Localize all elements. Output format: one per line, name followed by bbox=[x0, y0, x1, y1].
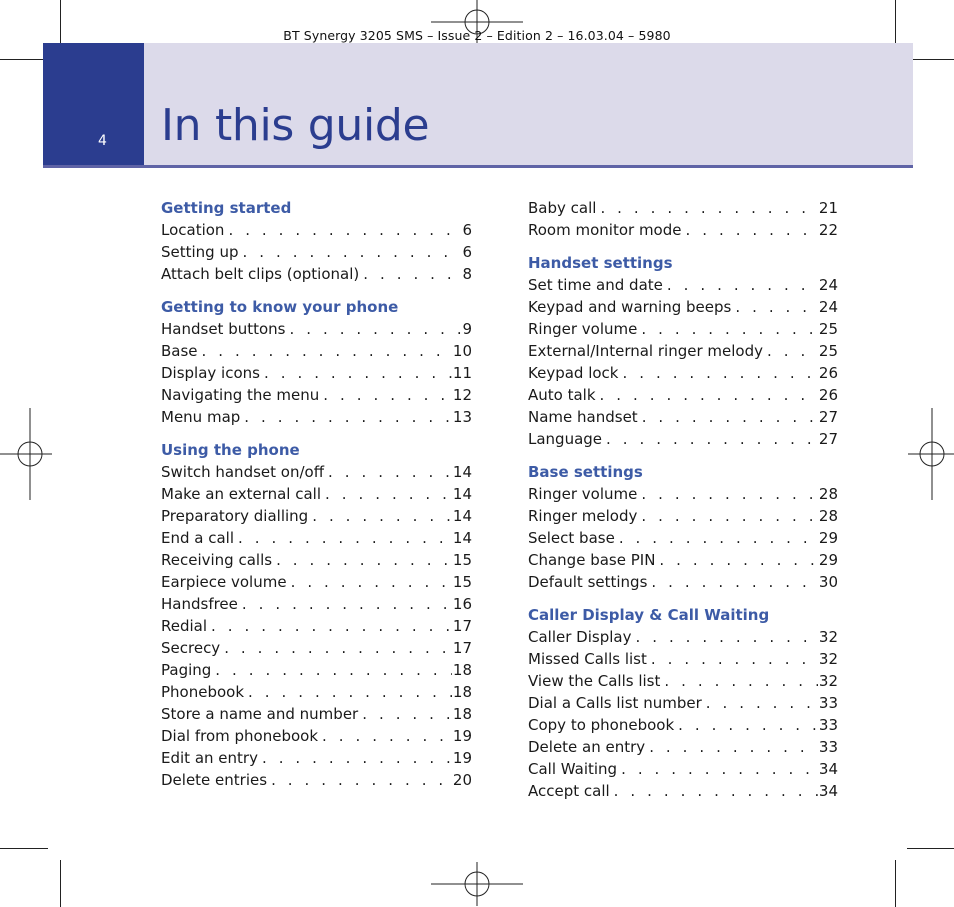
toc-entry-page: 14 bbox=[452, 529, 472, 547]
toc-entry[interactable] bbox=[161, 703, 472, 725]
toc-entry-label: Make an external call bbox=[161, 485, 322, 503]
dot-leader bbox=[685, 219, 817, 241]
toc-entry[interactable] bbox=[161, 593, 472, 615]
toc-entry[interactable] bbox=[161, 659, 472, 681]
toc-entry[interactable] bbox=[528, 549, 838, 571]
toc-entry-page: 10 bbox=[452, 342, 472, 360]
toc-entry-page: 32 bbox=[818, 650, 838, 668]
toc-entry[interactable] bbox=[161, 362, 472, 384]
toc-section bbox=[161, 296, 472, 428]
toc-entry-label: Preparatory dialling bbox=[161, 507, 309, 525]
toc-section-heading: Base settings bbox=[528, 463, 643, 481]
toc-entry-label: Setting up bbox=[161, 243, 239, 261]
dot-leader bbox=[276, 549, 452, 571]
toc-entry[interactable] bbox=[528, 505, 838, 527]
toc-entry-page: 33 bbox=[818, 694, 838, 712]
dot-leader bbox=[242, 593, 452, 615]
toc-entry-page: 6 bbox=[462, 243, 472, 261]
toc-entry[interactable] bbox=[161, 637, 472, 659]
toc-entry-label: Language bbox=[528, 430, 603, 448]
toc-entry-page: 6 bbox=[462, 221, 472, 239]
toc-entry-page: 14 bbox=[452, 507, 472, 525]
toc-entry-label: Location bbox=[161, 221, 225, 239]
toc-entry[interactable] bbox=[161, 241, 472, 263]
dot-leader bbox=[642, 406, 818, 428]
toc-entry-label: Base bbox=[161, 342, 198, 360]
toc-entry[interactable] bbox=[161, 219, 472, 241]
toc-entry[interactable] bbox=[161, 571, 472, 593]
dot-leader bbox=[600, 384, 818, 406]
toc-entry[interactable] bbox=[528, 197, 838, 219]
toc-entry-page: 11 bbox=[452, 364, 472, 382]
dot-leader bbox=[706, 692, 818, 714]
toc-entry-label: Room monitor mode bbox=[528, 221, 682, 239]
toc-entry-page: 17 bbox=[452, 617, 472, 635]
toc-entry-label: Accept call bbox=[528, 782, 610, 800]
toc-entry[interactable] bbox=[161, 725, 472, 747]
toc-entry[interactable] bbox=[161, 461, 472, 483]
toc-entry-page: 16 bbox=[452, 595, 472, 613]
dot-leader bbox=[325, 483, 452, 505]
dot-leader bbox=[211, 615, 452, 637]
toc-entry[interactable] bbox=[161, 505, 472, 527]
toc-entry[interactable] bbox=[528, 384, 838, 406]
dot-leader bbox=[363, 263, 461, 285]
toc-entry-label: Dial a Calls list number bbox=[528, 694, 702, 712]
dot-leader bbox=[667, 274, 818, 296]
toc-entry[interactable] bbox=[161, 318, 472, 340]
dot-leader bbox=[651, 571, 818, 593]
toc-entry-page: 32 bbox=[818, 672, 838, 690]
print-header-note: BT Synergy 3205 SMS – Issue 2 – Edition 2 – 16.03.04 – 5980 bbox=[283, 28, 671, 43]
toc-entry[interactable] bbox=[161, 769, 472, 791]
toc-entry-page: 34 bbox=[818, 760, 838, 778]
toc-entry-page: 28 bbox=[818, 507, 838, 525]
toc-entry-label: Attach belt clips (optional) bbox=[161, 265, 360, 283]
toc-entry[interactable] bbox=[528, 340, 838, 362]
dot-leader bbox=[323, 384, 452, 406]
toc-entry[interactable] bbox=[528, 648, 838, 670]
dot-leader bbox=[600, 197, 817, 219]
toc-entry[interactable] bbox=[528, 362, 838, 384]
toc-entry-label: Edit an entry bbox=[161, 749, 258, 767]
toc-entry-label: Missed Calls list bbox=[528, 650, 647, 668]
toc-entry[interactable] bbox=[528, 296, 838, 318]
dot-leader bbox=[289, 318, 461, 340]
toc-entry-page: 17 bbox=[452, 639, 472, 657]
dot-leader bbox=[664, 670, 818, 692]
toc-entry[interactable] bbox=[161, 384, 472, 406]
dot-leader bbox=[262, 747, 452, 769]
toc-entry-page: 33 bbox=[818, 738, 838, 756]
toc-entry-label: Name handset bbox=[528, 408, 638, 426]
toc-entry-page: 29 bbox=[818, 551, 838, 569]
toc-entry[interactable] bbox=[528, 571, 838, 593]
toc-section-heading: Using the phone bbox=[161, 441, 300, 459]
toc-entry-page: 27 bbox=[818, 408, 838, 426]
toc-entry-page: 25 bbox=[818, 320, 838, 338]
toc-entry-page: 9 bbox=[462, 320, 472, 338]
toc-entry-label: Baby call bbox=[528, 199, 597, 217]
toc-entry-label: Dial from phonebook bbox=[161, 727, 319, 745]
toc-entry-label: Redial bbox=[161, 617, 208, 635]
toc-entry-label: Select base bbox=[528, 529, 615, 547]
toc-entry-label: Keypad and warning beeps bbox=[528, 298, 732, 316]
dot-leader bbox=[271, 769, 452, 791]
toc-entry-label: Earpiece volume bbox=[161, 573, 287, 591]
toc-entry-label: Delete an entry bbox=[528, 738, 646, 756]
toc-entry[interactable] bbox=[161, 483, 472, 505]
dot-leader bbox=[735, 296, 818, 318]
toc-entry-label: Paging bbox=[161, 661, 212, 679]
toc-entry[interactable] bbox=[528, 428, 838, 450]
banner-underline bbox=[43, 165, 913, 168]
toc-entry-page: 15 bbox=[452, 551, 472, 569]
toc-entry[interactable] bbox=[161, 747, 472, 769]
toc-entry-page: 8 bbox=[462, 265, 472, 283]
toc-entry[interactable] bbox=[161, 681, 472, 703]
toc-entry[interactable] bbox=[528, 527, 838, 549]
toc-entry-page: 24 bbox=[818, 298, 838, 316]
toc-entry-label: Caller Display bbox=[528, 628, 632, 646]
dot-leader bbox=[215, 659, 452, 681]
dot-leader bbox=[264, 362, 452, 384]
toc-entry[interactable] bbox=[528, 758, 838, 780]
toc-entry-page: 13 bbox=[452, 408, 472, 426]
toc-entry[interactable] bbox=[528, 714, 838, 736]
toc-entry-page: 33 bbox=[818, 716, 838, 734]
toc-entry-label: Default settings bbox=[528, 573, 648, 591]
toc-entry[interactable] bbox=[528, 483, 838, 505]
dot-leader bbox=[659, 549, 817, 571]
toc-entry-page: 26 bbox=[818, 386, 838, 404]
toc-entry-page: 25 bbox=[818, 342, 838, 360]
dot-leader bbox=[291, 571, 452, 593]
toc-entry-label: Menu map bbox=[161, 408, 241, 426]
dot-leader bbox=[224, 637, 452, 659]
dot-leader bbox=[767, 340, 818, 362]
dot-leader bbox=[312, 505, 452, 527]
toc-entry-label: Delete entries bbox=[161, 771, 268, 789]
toc-entry[interactable] bbox=[528, 780, 838, 802]
toc-entry-page: 18 bbox=[452, 705, 472, 723]
toc-section-heading: Handset settings bbox=[528, 254, 673, 272]
toc-entry-label: View the Calls list bbox=[528, 672, 661, 690]
toc-entry-label: Set time and date bbox=[528, 276, 663, 294]
page-number: 4 bbox=[98, 133, 107, 149]
dot-leader bbox=[614, 780, 818, 802]
toc-entry-label: Store a name and number bbox=[161, 705, 359, 723]
toc-section-heading: Getting started bbox=[161, 199, 292, 217]
toc-entry[interactable] bbox=[528, 219, 838, 241]
toc-entry-label: Ringer melody bbox=[528, 507, 638, 525]
toc-column-right bbox=[528, 197, 838, 813]
page-title: In this guide bbox=[161, 100, 430, 151]
toc-entry-page: 27 bbox=[818, 430, 838, 448]
toc-column-left bbox=[161, 197, 472, 802]
toc-entry[interactable] bbox=[161, 406, 472, 428]
dot-leader bbox=[641, 505, 818, 527]
dot-leader bbox=[362, 703, 452, 725]
dot-leader bbox=[621, 758, 818, 780]
toc-entry-page: 24 bbox=[818, 276, 838, 294]
toc-entry-label: Phonebook bbox=[161, 683, 245, 701]
toc-entry-label: End a call bbox=[161, 529, 235, 547]
dot-leader bbox=[244, 406, 452, 428]
toc-entry-label: Receiving calls bbox=[161, 551, 273, 569]
toc-entry-page: 26 bbox=[818, 364, 838, 382]
toc-section-heading: Caller Display & Call Waiting bbox=[528, 606, 770, 624]
toc-section bbox=[528, 197, 838, 241]
toc-entry-page: 20 bbox=[452, 771, 472, 789]
toc-entry[interactable] bbox=[528, 318, 838, 340]
toc-entry-label: Handset buttons bbox=[161, 320, 286, 338]
toc-entry[interactable] bbox=[528, 736, 838, 758]
toc-section bbox=[528, 461, 838, 593]
toc-entry-page: 19 bbox=[452, 727, 472, 745]
toc-entry[interactable] bbox=[528, 626, 838, 648]
toc-entry-page: 14 bbox=[452, 485, 472, 503]
toc-entry[interactable] bbox=[161, 527, 472, 549]
toc-entry-label: Keypad lock bbox=[528, 364, 619, 382]
toc-entry-page: 30 bbox=[818, 573, 838, 591]
toc-entry-label: Display icons bbox=[161, 364, 260, 382]
toc-entry-page: 28 bbox=[818, 485, 838, 503]
toc-entry-page: 29 bbox=[818, 529, 838, 547]
toc-entry[interactable] bbox=[528, 274, 838, 296]
dot-leader bbox=[622, 362, 817, 384]
dot-leader bbox=[635, 626, 817, 648]
toc-entry[interactable] bbox=[161, 549, 472, 571]
toc-entry-page: 19 bbox=[452, 749, 472, 767]
toc-entry[interactable] bbox=[528, 406, 838, 428]
banner-page-tab bbox=[43, 43, 144, 165]
dot-leader bbox=[678, 714, 818, 736]
toc-section bbox=[528, 604, 838, 802]
toc-entry-label: Auto talk bbox=[528, 386, 596, 404]
toc-entry-label: Handsfree bbox=[161, 595, 238, 613]
dot-leader bbox=[238, 527, 452, 549]
toc-entry-page: 12 bbox=[452, 386, 472, 404]
toc-entry-label: Secrecy bbox=[161, 639, 221, 657]
dot-leader bbox=[649, 736, 818, 758]
toc-entry-label: Copy to phonebook bbox=[528, 716, 675, 734]
toc-section bbox=[161, 439, 472, 791]
dot-leader bbox=[228, 219, 461, 241]
dot-leader bbox=[202, 340, 452, 362]
dot-leader bbox=[248, 681, 452, 703]
toc-entry-label: Call Waiting bbox=[528, 760, 618, 778]
toc-entry-label: Ringer volume bbox=[528, 320, 638, 338]
dot-leader bbox=[641, 483, 818, 505]
toc-section bbox=[528, 252, 838, 450]
dot-leader bbox=[641, 318, 818, 340]
dot-leader bbox=[328, 461, 452, 483]
toc-entry-page: 34 bbox=[818, 782, 838, 800]
toc-entry-page: 15 bbox=[452, 573, 472, 591]
toc-entry-label: Change base PIN bbox=[528, 551, 656, 569]
toc-entry[interactable] bbox=[161, 340, 472, 362]
toc-entry[interactable] bbox=[161, 615, 472, 637]
toc-entry-page: 32 bbox=[818, 628, 838, 646]
toc-entry-page: 22 bbox=[818, 221, 838, 239]
toc-entry-label: External/Internal ringer melody bbox=[528, 342, 763, 360]
toc-section bbox=[161, 197, 472, 285]
toc-entry[interactable] bbox=[161, 263, 472, 285]
dot-leader bbox=[243, 241, 462, 263]
dot-leader bbox=[322, 725, 452, 747]
dot-leader bbox=[619, 527, 818, 549]
toc-entry-page: 18 bbox=[452, 683, 472, 701]
toc-entry[interactable] bbox=[528, 670, 838, 692]
toc-entry-page: 18 bbox=[452, 661, 472, 679]
toc-entry-label: Switch handset on/off bbox=[161, 463, 325, 481]
toc-entry-page: 14 bbox=[452, 463, 472, 481]
dot-leader bbox=[651, 648, 818, 670]
toc-entry-label: Ringer volume bbox=[528, 485, 638, 503]
toc-entry-page: 21 bbox=[818, 199, 838, 217]
toc-entry[interactable] bbox=[528, 692, 838, 714]
dot-leader bbox=[606, 428, 818, 450]
toc-section-heading: Getting to know your phone bbox=[161, 298, 399, 316]
toc-entry-label: Navigating the menu bbox=[161, 386, 320, 404]
